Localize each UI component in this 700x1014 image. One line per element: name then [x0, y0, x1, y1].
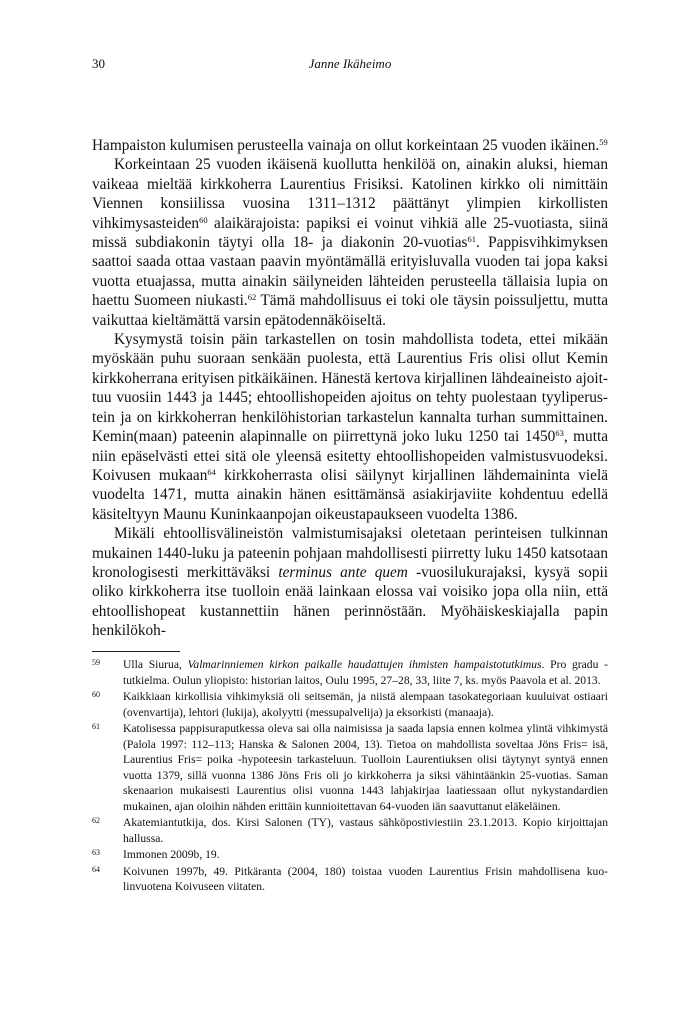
paragraph-text: Tämä mahdollisuus ei toki ole täysin poissuljettu, mutta vaikuttaa kieltämättä varsin epätodennäköiseltä. [92, 292, 608, 329]
footnote-ref[interactable]: 59 [599, 137, 608, 147]
paragraph-text: Kysymystä toisin päin tarkastellen on tosin mahdollista todeta, ettei mikään myöskään puhu suoraan senkään puolesta, että Laurentius Fris olisi ollut Kemin kirkkoherrana erityisen pitkäikäinen. Hänestä kertova kirjallinen lähdeaineisto ajoittuu vuosiin 1443 ja 1445; ehtoollishopeiden ajoitus on tehty puolestaan tyyliperustein ja on kirkkoherran henkilöhistorian tarkastelun kannalta turhan summittainen. Kemin(maan) pateenin alapinnalle on piirrettynä joko luku 1250 tai 1450 [92, 331, 608, 446]
paragraph-1 [92, 136, 608, 155]
paragraph-text: Mikäli ehtoollisvälineistön valmistumisajaksi oletetaan perinteisen tulkinnan mukainen 1440-luku ja pateenin pohjaan mahdollisesti piirretty luku 1450 katsotaan kronologisesti merkittäväksi [92, 525, 608, 581]
running-head-author: Janne Ikäheimo [308, 56, 392, 71]
footnote-64 [92, 864, 608, 895]
footnote-text: Akatemiantutkija, dos. Kirsi Salonen (TY), vastaus sähköpostiviestiin 23.1.2013. Kopio kirjoittajan hallussa. [123, 816, 608, 845]
footnote-number: 61 [92, 722, 100, 731]
paragraph-3 [92, 330, 608, 524]
footnote-ref[interactable]: 61 [467, 234, 476, 245]
footnote-text: Kaikkiaan kirkollisia vihkimyksiä oli seitsemän, ja niistä alempaan tasokategoriaan kuuluivat ostiaari (ovenvartija), lehtori (lukija), akolyytti (messupalvelija) ja eksorkisti (manaaja). [123, 690, 608, 719]
footnote-62 [92, 815, 608, 846]
footnote-title: Valmarinniemen kirkon paikalle haudattujen ihmisten hampaistotutkimus [187, 658, 542, 671]
footnote-text: Immonen 2009b, 19. [123, 848, 220, 861]
latin-term: terminus ante quem [278, 563, 408, 581]
footnote-ref[interactable]: 63 [555, 428, 564, 439]
paragraph-text: kirkkoherrasta olisi säilynyt kirjallinen lähdemaininta vielä vuodelta 1471, mutta ainakin hänen esittämänsä asiakirjaviite kohdentuu edellä käsiteltyyn Maunu Kuninkaanpojan oikeustapaukseen vuodelta 1386. [92, 466, 608, 523]
footnote-text: Koivunen 1997b, 49. Pitkäranta (2004, 180) toistaa vuoden Laurentius Frisin mahdollisena kuolinvuotena Koivuseen viitaten. [123, 864, 608, 893]
footnote-ref[interactable]: 60 [199, 214, 208, 225]
running-head [92, 56, 608, 72]
paragraph-text: , mutta niin epäselvästi ettei sitä ole yleensä esitetty ehtoollishopeiden valmistusvuodeksi. Koivusen mukaan [92, 428, 608, 484]
paragraph-text: alaikärajoista: papiksi ei voinut vihkiä alle 25-vuotiasta, siinä missä subdiakonin täytyi olla 18- ja diakonin 20-vuotias [92, 214, 608, 252]
footnote-59 [92, 657, 608, 688]
body-text [92, 136, 608, 641]
paragraph-text: Hampaiston kulumisen perusteella vainaja on ollut korkeintaan 25 vuoden ikäinen. [92, 137, 600, 154]
footnote-number: 63 [92, 848, 100, 857]
footnote-text: . Pro gradu -tutkielma. Oulun yliopisto: historian laitos, Oulu 1995, 27–28, 33, liite 7, ks. myös Paavola et al. 2013. [123, 658, 608, 687]
footnote-60 [92, 689, 608, 720]
footnote-text: Ulla Siurua, [123, 658, 188, 671]
footnote-number: 60 [92, 690, 100, 699]
footnote-63 [92, 847, 608, 863]
footnote-ref[interactable]: 64 [207, 466, 216, 477]
paragraph-text: . Pappisvihkimyksen saattoi saada ottaa vastaan paavin myöntämällä erityisluvalla vuoden tai jopa kaksi vuotta etuajassa, mutta ainakin säilyneiden lähteiden perusteella tällaisia lupia on haettu Suomeen niukasti. [92, 234, 608, 310]
paragraph-4 [92, 524, 608, 640]
footnote-text: Katolisessa pappisuraputkessa oleva sai olla naimisissa ja saada lapsia ennen kolmea ylintä vihkimystä (Palola 1997: 112–113; Hanska & Salonen 2004, 13). Tietoa on mahdollista soveltaa Jöns Fris= isä, Laurentius Fris= poika -hypoteesin tarkasteluun. Tuolloin Laurentiuksen olisi täytynyt syntyä ennen vuotta 1379, sillä vuonna 1386 Jöns Fris oli jo kirkkoherra ja siksi vähintäänkin 25-vuotias. Saman skenaarion mukaisesti Laurentius olisi vuonna 1443 lahjakirjaa laatiessaan ollut nykystandardien mukainen, ajan oloihin nähden erittäin kunnioitettavan 64-vuoden iän saavuttanut eläkeläinen. [123, 722, 608, 813]
page-number: 30 [92, 56, 105, 71]
footnotes [92, 657, 608, 896]
footnote-61 [92, 721, 608, 814]
footnote-number: 64 [92, 864, 100, 874]
footnote-number: 59 [92, 658, 100, 667]
footnote-divider [92, 651, 180, 652]
footnote-ref[interactable]: 62 [247, 292, 257, 303]
footnote-number: 62 [92, 816, 100, 825]
paragraph-text: Korkeintaan 25 vuoden ikäisenä kuollutta henkilöä on, ainakin aluksi, hieman vaikeaa mieltää kirkkoherra Laurentius Frisiksi. Katolinen kirkko oli nimittäin Viennen konsiilissa vuosina 1311–1312 päättänyt ylimpien kirkollisten vihkimysasteiden [92, 156, 608, 232]
paragraph-text: -vuosilukurajaksi, kysyä sopii oliko kirkkoherra itse tuolloin enää lainkaan elossa vai voisiko jopa olla niin, että ehtoollishopeat kustannettiin hänen perinnöstään. Myöhäiskeskiajalla papin henkilökoh- [92, 563, 608, 640]
paragraph-2 [92, 155, 608, 330]
